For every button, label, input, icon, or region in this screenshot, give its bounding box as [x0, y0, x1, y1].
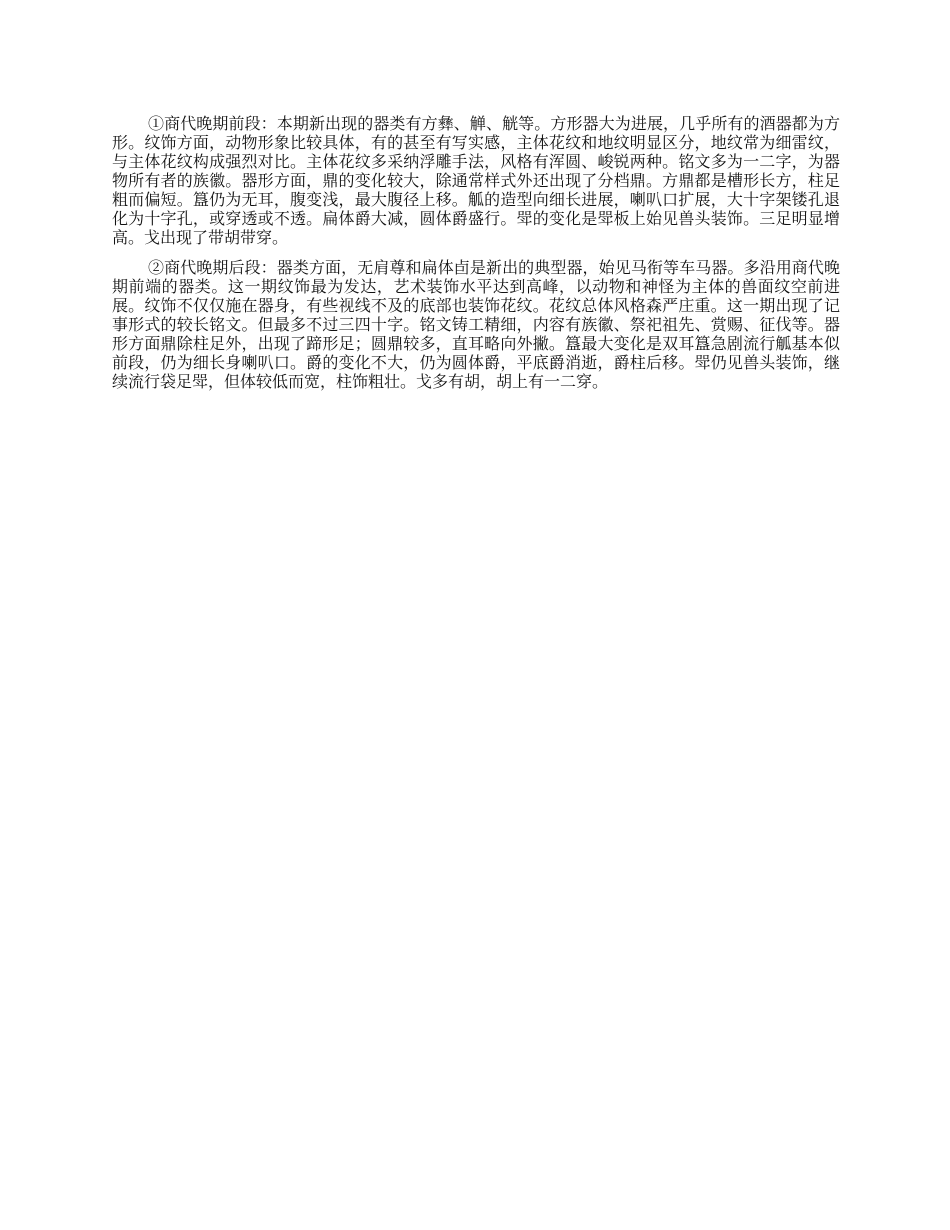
- paragraph-late-shang-late-phase: ②商代晚期后段：器类方面，无肩尊和扁体卣是新出的典型器，始见马衔等车马器。多沿用商代晚期前端的器类。这一期纹饰最为发达，艺术装饰水平达到高峰，以动物和神怪为主体的兽面纹空前进展。纹饰不仅仅施在器身，有些视线不及的底部也装饰花纹。花纹总体风格森严庄重。这一期出现了记事形式的较长铭文。但最多不过三四十字。铭文铸工精细，内容有族徽、祭祀祖先、赏赐、征伐等。器形方面鼎除柱足外，出现了蹄形足；圆鼎较多，直耳略向外撇。簋最大变化是双耳簋急剧流行觚基本似前段，仍为细长身喇叭口。爵的变化不大，仍为圆体爵，平底爵消逝，爵柱后移。斝仍见兽头装饰，继续流行袋足斝，但体较低而宽，柱饰粗壮。戈多有胡，胡上有一二穿。: [112, 258, 840, 391]
- paragraph-late-shang-early-phase: ①商代晚期前段：本期新出现的器类有方彝、觯、觥等。方形器大为进展，几乎所有的酒器都为方形。纹饰方面，动物形象比较具体，有的甚至有写实感，主体花纹和地纹明显区分，地纹常为细雷纹，与主体花纹构成强烈对比。主体花纹多采纳浮雕手法，风格有浑圆、峻锐两种。铭文多为一二字，为器物所有者的族徽。器形方面，鼎的变化较大，除通常样式外还出现了分档鼎。方鼎都是槽形长方，柱足粗而偏短。簋仍为无耳，腹变浅，最大腹径上移。觚的造型向细长进展，喇叭口扩展，大十字架镂孔退化为十字孔，或穿透或不透。扁体爵大减，圆体爵盛行。斝的变化是斝板上始见兽头装饰。三足明显增高。戈出现了带胡带穿。: [112, 114, 840, 247]
- document-body: [112, 114, 840, 402]
